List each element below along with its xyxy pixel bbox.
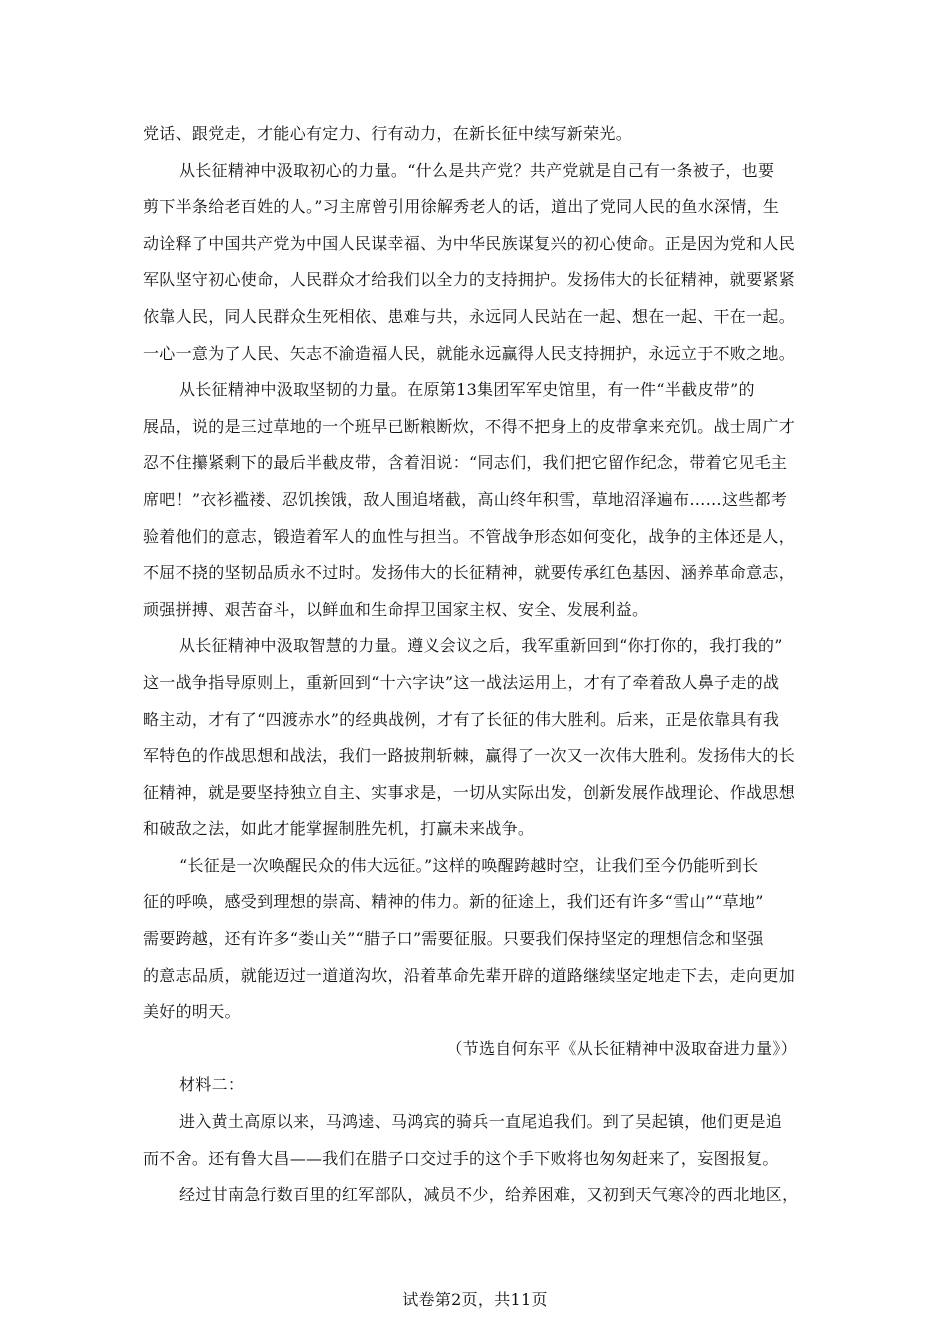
text-line: 验着他们的意志，锻造着军人的血性与担当。不管战争形态如何变化，战争的主体还是人， — [143, 526, 796, 546]
page-footer: 试卷第2页，共11页 — [402, 1290, 548, 1309]
text-line: 席吧！”衣衫褴褛、忍饥挨饿，敌人围追堵截，高山终年积雪，草地沼泽遍布……这些都考 — [143, 489, 788, 509]
text-line: 军特色的作战思想和战法，我们一路披荆斩棘，赢得了一次又一次伟大胜利。发扬伟大的长 — [143, 746, 796, 766]
text-line: 剪下半条给老百姓的人。”习主席曾引用徐解秀老人的话，道出了党同人民的鱼水深情，生 — [143, 197, 780, 217]
material-heading: 材料二： — [179, 1075, 245, 1095]
text-line: 动诠释了中国共产党为中国人民谋幸福、为中华民族谋复兴的初心使命。正是因为党和人民 — [143, 233, 796, 253]
text-line: 略主动，才有了“四渡赤水”的经典战例，才有了长征的伟大胜利。后来，正是依靠具有我 — [143, 709, 780, 729]
text-line: 而不舍。还有鲁大昌——我们在腊子口交过手的这个手下败将也匆匆赶来了，妄图报复。 — [143, 1148, 779, 1168]
text-line: 征精神，就是要坚持独立自主、实事求是，一切从实际出发，创新发展作战理论、作战思想 — [143, 782, 796, 802]
text-line: 征的呼唤，感受到理想的崇高、精神的伟力。新的征途上，我们还有许多“雪山”“草地” — [143, 892, 764, 912]
text-line: 军队坚守初心使命，人民群众才给我们以全力的支持拥护。发扬伟大的长征精神，就要紧紧 — [143, 270, 796, 290]
text-line: 美好的明天。 — [143, 1002, 241, 1022]
text-line: 顽强拼搏、艰苦奋斗，以鲜血和生命捍卫国家主权、安全、发展利益。 — [143, 599, 649, 619]
paragraph-start-line: 从长征精神中汲取智慧的力量。遵义会议之后，我军重新回到“你打你的，我打我的” — [179, 636, 783, 656]
text-line: 的意志品质，就能迈过一道道沟坎，沿着革命先辈开辟的道路继续坚定地走下去，走向更加 — [143, 965, 796, 985]
text-line: 忍不住攥紧剩下的最后半截皮带，含着泪说：“同志们，我们把它留作纪念，带着它见毛主 — [143, 453, 788, 473]
source-citation: （节选自何东平《从长征精神中汲取奋进力量》） — [446, 1038, 797, 1058]
paragraph-start-line: 经过甘南急行数百里的红军部队，减员不少，给养困难，又初到天气寒冷的西北地区， — [179, 1185, 799, 1205]
text-line: 展品，说的是三过草地的一个班早已断粮断炊，不得不把身上的皮带拿来充饥。战士周广才 — [143, 416, 796, 436]
paragraph-start-line: 从长征精神中汲取初心的力量。“什么是共产党？共产党就是自己有一条被子，也要 — [179, 160, 775, 180]
text-line: 和破敌之法，如此才能掌握制胜先机，打赢未来战争。 — [143, 819, 535, 839]
paragraph-start-line: “长征是一次唤醒民众的伟大远征。”这样的唤醒跨越时空，让我们至今仍能听到长 — [179, 855, 759, 875]
paragraph-start-line: 进入黄土高原以来，马鸿逵、马鸿宾的骑兵一直尾追我们。到了吴起镇，他们更是追 — [179, 1112, 783, 1132]
text-line: 依靠人民，同人民群众生死相依、患难与共，永远同人民站在一起、想在一起、干在一起。 — [143, 306, 796, 326]
text-line: 一心一意为了人民、矢志不渝造福人民，就能永远赢得人民支持拥护，永远立于不败之地。 — [143, 343, 796, 363]
text-line: 需要跨越，还有许多“娄山关”“腊子口”需要征服。只要我们保持坚定的理想信念和坚强 — [143, 929, 764, 949]
paragraph-start-line: 从长征精神中汲取坚韧的力量。在原第13集团军军史馆里，有一件“半截皮带”的 — [179, 380, 755, 400]
text-line: 党话、跟党走，才能心有定力、行有动力，在新长征中续写新荣光。 — [143, 124, 633, 143]
article-body — [143, 116, 819, 1214]
text-line: 这一战争指导原则上，重新回到“十六字诀”这一战法运用上，才有了牵着敌人鼻子走的战 — [143, 672, 780, 692]
text-line: 不屈不挠的坚韧品质永不过时。发扬伟大的长征精神，就要传承红色基因、涵养革命意志， — [143, 563, 796, 583]
